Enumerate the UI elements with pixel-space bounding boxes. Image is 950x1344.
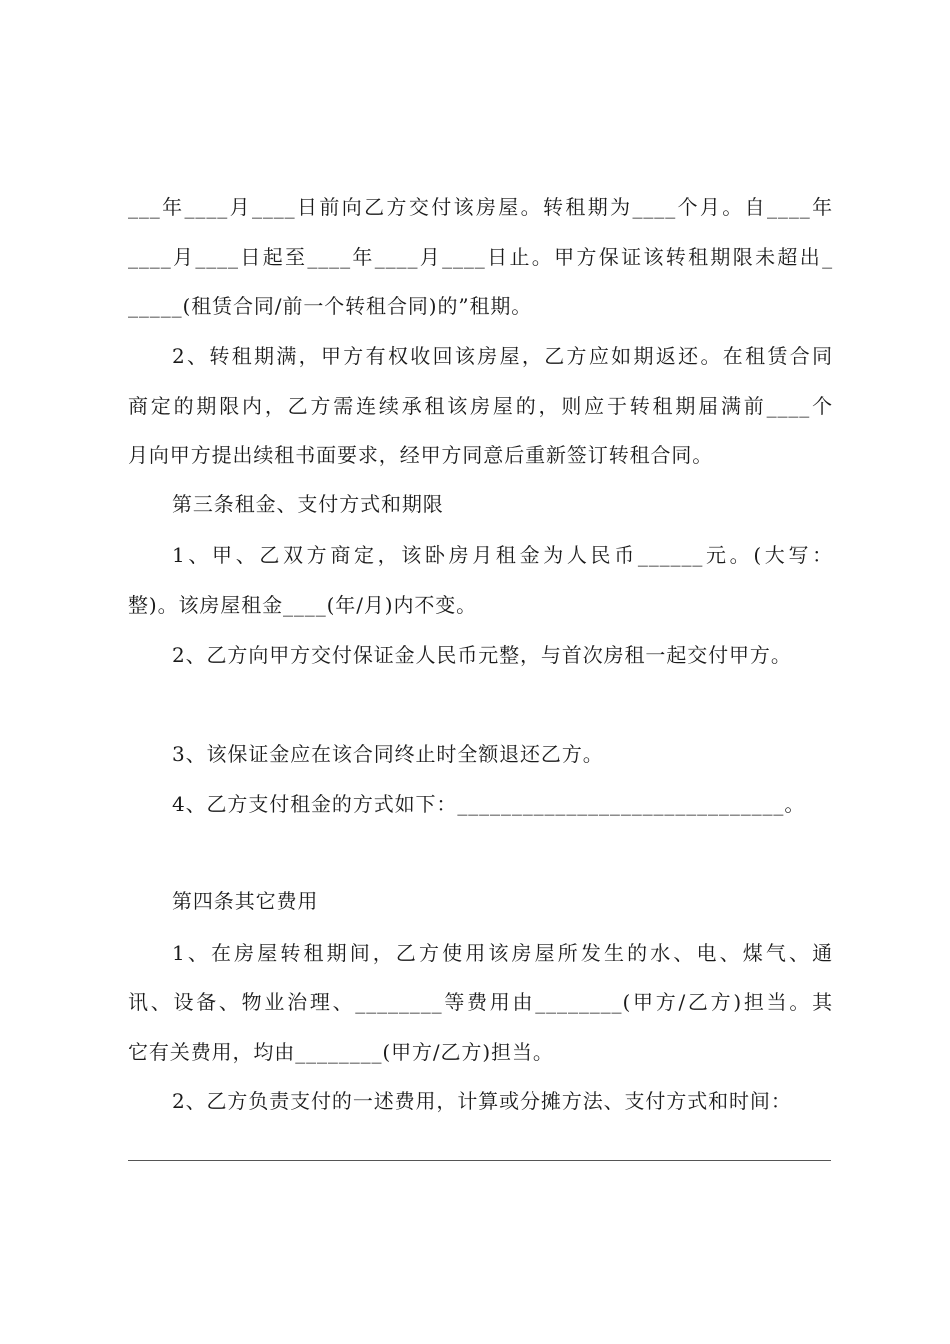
paragraph-line: ___年____月____日前向乙方交付该房屋。转租期为____个月。自____年 — [128, 195, 833, 219]
paragraph-line: 商定的期限内，乙方需连续承租该房屋的，则应于转租期届满前____个 — [128, 394, 833, 418]
paragraph-line: 2、乙方负责支付的一述费用，计算或分摊方法、支付方式和时间： — [172, 1089, 792, 1113]
blank-underline — [128, 1160, 831, 1161]
paragraph-line: 2、转租期满，甲方有权收回该房屋，乙方应如期返还。在租赁合同 — [172, 344, 833, 368]
paragraph-line: 讯、设备、物业治理、________等费用由________(甲方/乙方)担当。其 — [128, 990, 833, 1014]
paragraph-line: 月向甲方提出续租书面要求，经甲方同意后重新签订转租合同。 — [128, 443, 714, 467]
paragraph-line: 4、乙方支付租金的方式如下：______________________________。 — [172, 792, 806, 816]
paragraph-line: _____(租赁合同/前一个转租合同)的”租期。 — [128, 294, 533, 318]
section-heading: 第三条租金、支付方式和期限 — [172, 492, 444, 516]
paragraph-line: 整)。该房屋租金____(年/月)内不变。 — [128, 593, 478, 617]
paragraph-line: 2、乙方向甲方交付保证金人民币元整，与首次房租一起交付甲方。 — [172, 643, 792, 667]
paragraph-line: 1、甲、乙双方商定，该卧房月租金为人民币______元。(大写： — [172, 543, 833, 567]
paragraph-line: 1、在房屋转租期间，乙方使用该房屋所发生的水、电、煤气、通 — [172, 941, 833, 965]
section-heading: 第四条其它费用 — [172, 889, 319, 913]
paragraph-line: 3、该保证金应在该合同终止时全额退还乙方。 — [172, 742, 604, 766]
paragraph-line: ____月____日起至____年____月____日止。甲方保证该转租期限未超出_ — [128, 245, 833, 269]
paragraph-line: 它有关费用，均由________(甲方/乙方)担当。 — [128, 1040, 554, 1064]
